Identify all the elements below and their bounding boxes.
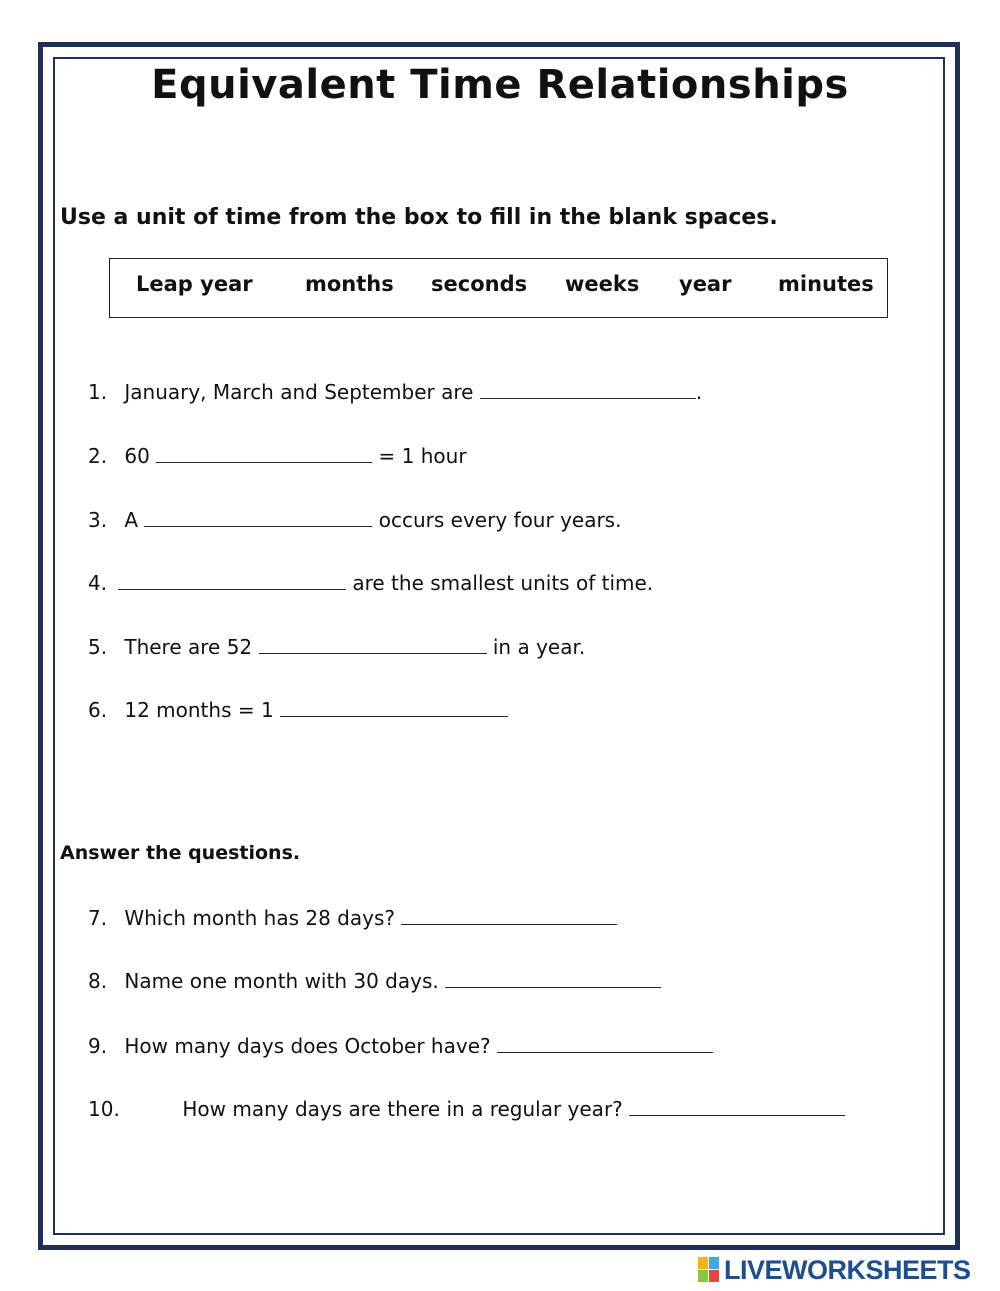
question-text-after: . [695, 380, 703, 404]
question-text-after: = 1 hour [378, 444, 467, 468]
word-weeks: weeks [565, 272, 640, 296]
question-text: 60 [124, 444, 150, 468]
word-year: year [679, 272, 732, 296]
logo-text: LIVEWORKSHEETS [724, 1254, 971, 1285]
word-months: months [305, 272, 394, 296]
question-text: January, March and September are [124, 380, 474, 404]
word-seconds: seconds [431, 272, 528, 296]
question-text: There are 52 [124, 635, 253, 659]
logo-mark-icon [698, 1257, 720, 1283]
question-text: A [124, 508, 139, 532]
question-4 [88, 571, 653, 595]
answer-blank[interactable] [144, 510, 372, 527]
question-3 [88, 508, 621, 532]
question-number: 5. [88, 635, 108, 659]
answer-blank[interactable] [156, 446, 372, 463]
answer-blank[interactable] [445, 971, 661, 988]
liveworksheets-logo [698, 1255, 971, 1285]
question-10 [88, 1097, 845, 1121]
question-number: 6. [88, 698, 108, 722]
question-number: 7. [88, 906, 108, 930]
question-5 [88, 635, 585, 659]
question-text-after: are the smallest units of time. [352, 571, 654, 595]
answer-blank[interactable] [497, 1036, 713, 1053]
word-leap-year: Leap year [136, 272, 253, 296]
answer-blank[interactable] [118, 573, 346, 590]
question-text: Name one month with 30 days. [124, 969, 439, 993]
question-text-after: occurs every four years. [378, 508, 622, 532]
question-text: Which month has 28 days? [124, 906, 396, 930]
question-number: 10. [88, 1097, 120, 1121]
word-minutes: minutes [778, 272, 874, 296]
answer-blank[interactable] [259, 637, 487, 654]
question-9 [88, 1034, 713, 1058]
question-text: How many days does October have? [124, 1034, 491, 1058]
answer-blank[interactable] [401, 908, 617, 925]
question-text: 12 months = 1 [124, 698, 274, 722]
question-8 [88, 969, 661, 993]
section-heading: Answer the questions. [60, 842, 301, 864]
answer-blank[interactable] [629, 1099, 845, 1116]
question-2 [88, 444, 467, 468]
question-1 [88, 380, 702, 404]
question-7 [88, 906, 617, 930]
question-number: 4. [88, 571, 108, 595]
word-box [109, 258, 888, 318]
question-number: 2. [88, 444, 108, 468]
question-number: 3. [88, 508, 108, 532]
question-6 [88, 698, 508, 722]
question-number: 9. [88, 1034, 108, 1058]
page-title: Equivalent Time Relationships [151, 62, 849, 108]
question-text-after: in a year. [492, 635, 586, 659]
question-text: How many days are there in a regular year? [182, 1097, 623, 1121]
answer-blank[interactable] [480, 382, 696, 399]
question-number: 8. [88, 969, 108, 993]
instruction: Use a unit of time from the box to fill in the blank spaces. [60, 205, 778, 230]
question-number: 1. [88, 380, 108, 404]
answer-blank[interactable] [280, 700, 508, 717]
